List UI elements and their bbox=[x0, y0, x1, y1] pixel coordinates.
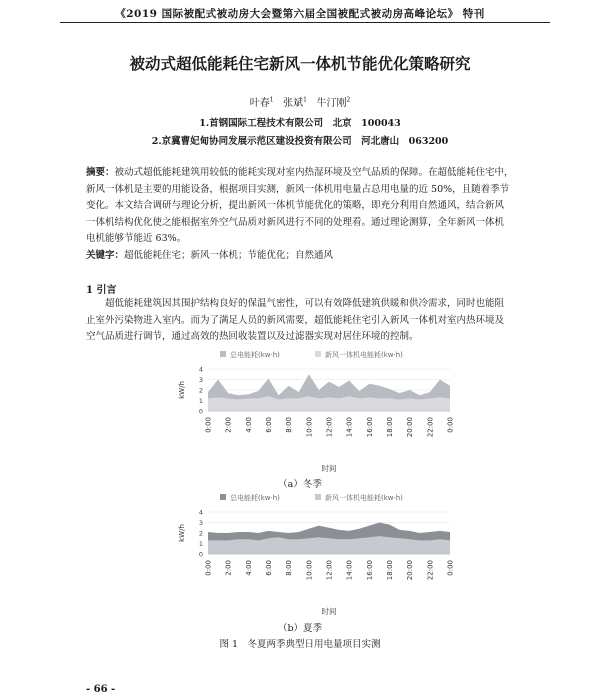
winter-x-axis-label: 时间 bbox=[321, 464, 337, 473]
winter-x-tick-label: 6:00 bbox=[265, 417, 273, 433]
summer-x-tick-label: 2:00 bbox=[224, 560, 233, 576]
winter-legend-label-2: 新风一体机电能耗(kw·h) bbox=[325, 351, 403, 359]
winter-y-tick-label: 4 bbox=[198, 365, 203, 374]
winter-y-tick-label: 2 bbox=[198, 386, 203, 395]
affiliation-2: 2.京冀曹妃甸协同发展示范区建设投资有限公司 河北唐山 063200 bbox=[151, 136, 449, 147]
intro-line-3: 空气品质进行调节，通过高效的热回收装置以及过滤器实现对居住环境的控制。 bbox=[86, 331, 419, 342]
winter-x-tick-label: 20:00 bbox=[406, 417, 415, 438]
summer-x-axis-label: 时间 bbox=[321, 607, 337, 616]
summer-x-tick-label: 20:00 bbox=[406, 560, 415, 581]
winter-x-tick-label: 12:00 bbox=[325, 417, 334, 438]
author-2-mark: 1 bbox=[303, 96, 307, 104]
winter-y-tick-label: 1 bbox=[198, 397, 203, 405]
summer-y-tick-label: 1 bbox=[198, 540, 203, 548]
winter-caption: （a）冬季 bbox=[278, 479, 322, 490]
summer-x-tick-label: 4:00 bbox=[244, 560, 253, 576]
winter-legend-swatch-1 bbox=[220, 351, 226, 357]
winter-x-tick-label: 0:00 bbox=[446, 417, 455, 433]
abstract-line-4: 一体机结构优化使之能根据室外空气品质对新风进行不同的处理看。通过理论测算，全年新风一体机 bbox=[86, 216, 505, 228]
summer-y-tick-label: 4 bbox=[198, 508, 203, 517]
abstract-label: 摘要： bbox=[86, 167, 115, 178]
figure-caption: 图 1 冬夏两季典型日用电量项目实测 bbox=[219, 639, 381, 650]
abstract-line-2: 新风一体机是主要的用能设备，根据项目实测，新风一体机用电量占总用电量的近 50%，且随着季节 bbox=[86, 183, 510, 195]
author-3-mark: 2 bbox=[346, 96, 351, 104]
winter-x-tick-label: 4:00 bbox=[244, 417, 253, 433]
summer-legend-swatch-1 bbox=[220, 494, 226, 500]
abstract-line-1: 被动式超低能耗建筑用较低的能耗实现对室内热湿环境及空气品质的保障。在超低能耗住宅中， bbox=[114, 167, 514, 178]
keywords-text: 超低能耗住宅；新风一体机；节能优化；自然通风 bbox=[124, 249, 334, 261]
author-1: 叶春 bbox=[249, 98, 270, 109]
winter-y-axis-label: kW/h bbox=[178, 381, 186, 399]
running-header: 《2019 国际被配式被动房大会暨第六届全国被配式被动房高峰论坛》 特刊 bbox=[115, 8, 485, 20]
summer-legend-label-2: 新风一体机电能耗(kw·h) bbox=[325, 494, 403, 502]
summer-x-tick-label: 22:00 bbox=[426, 560, 435, 581]
abstract-line-5: 电机能够节能近 63%。 bbox=[86, 233, 187, 244]
header-rule bbox=[60, 22, 550, 23]
summer-legend-swatch-2 bbox=[315, 494, 321, 500]
intro-line-1: 超低能耗建筑因其围护结构良好的保温气密性，可以有效降低建筑供暖和供冷需求，同时也能阻 bbox=[86, 298, 505, 309]
summer-legend-label-1: 总电能耗(kw·h) bbox=[230, 494, 280, 502]
affiliation-1: 1.首钢国际工程技术有限公司 北京 100043 bbox=[199, 118, 401, 129]
authors bbox=[0, 94, 600, 109]
winter-chart bbox=[170, 345, 460, 477]
summer-y-tick-label: 2 bbox=[198, 529, 203, 538]
winter-x-tick-label: 0:00 bbox=[204, 417, 213, 433]
summer-caption: （b）夏季 bbox=[277, 623, 323, 634]
summer-x-tick-label: 6:00 bbox=[265, 560, 273, 576]
summer-y-axis-label: kW/h bbox=[178, 524, 186, 542]
summer-x-tick-label: 16:00 bbox=[365, 560, 374, 581]
winter-x-tick-label: 14:00 bbox=[345, 417, 354, 438]
intro-line-2: 止室外污染物进入室内。而为了满足人员的新风需要，超低能耗住宅引入新风一体机对室内热环境及 bbox=[86, 314, 505, 326]
author-1-mark: 1 bbox=[269, 96, 274, 104]
summer-x-tick-label: 12:00 bbox=[325, 560, 334, 581]
author-2: 张斌 bbox=[283, 98, 304, 109]
winter-x-tick-label: 18:00 bbox=[386, 417, 394, 438]
abstract-line-3: 变化。本文结合调研与理论分析，提出新风一体机节能优化的策略，即充分利用自然通风，结合新风 bbox=[86, 200, 505, 211]
winter-legend-swatch-2 bbox=[315, 351, 321, 357]
winter-x-tick-label: 10:00 bbox=[305, 417, 314, 438]
intro-paragraph bbox=[86, 296, 556, 346]
winter-x-tick-label: 2:00 bbox=[224, 417, 233, 433]
winter-x-tick-label: 16:00 bbox=[365, 417, 374, 438]
abstract bbox=[86, 165, 556, 264]
summer-x-tick-label: 8:00 bbox=[285, 560, 294, 576]
keywords-label: 关键字： bbox=[86, 249, 125, 261]
winter-legend-label-1: 总电能耗(kw·h) bbox=[230, 351, 280, 359]
winter-x-tick-label: 8:00 bbox=[285, 417, 294, 433]
summer-x-tick-label: 14:00 bbox=[345, 560, 354, 581]
summer-chart bbox=[170, 488, 460, 620]
winter-y-tick-label: 0 bbox=[198, 407, 203, 416]
winter-x-tick-label: 22:00 bbox=[426, 417, 435, 438]
winter-y-tick-label: 3 bbox=[198, 376, 203, 384]
summer-x-tick-label: 18:00 bbox=[386, 560, 394, 581]
author-3: 牛汀刚 bbox=[316, 98, 347, 109]
summer-y-tick-label: 0 bbox=[198, 550, 203, 559]
summer-x-tick-label: 10:00 bbox=[305, 560, 314, 581]
summer-x-tick-label: 0:00 bbox=[446, 560, 455, 576]
page-number: - 66 - bbox=[86, 684, 116, 695]
summer-y-tick-label: 3 bbox=[198, 519, 203, 527]
summer-x-tick-label: 0:00 bbox=[204, 560, 213, 576]
paper-title: 被动式超低能耗住宅新风一体机节能优化策略研究 bbox=[129, 55, 471, 73]
section-heading: 1 引言 bbox=[86, 285, 117, 296]
